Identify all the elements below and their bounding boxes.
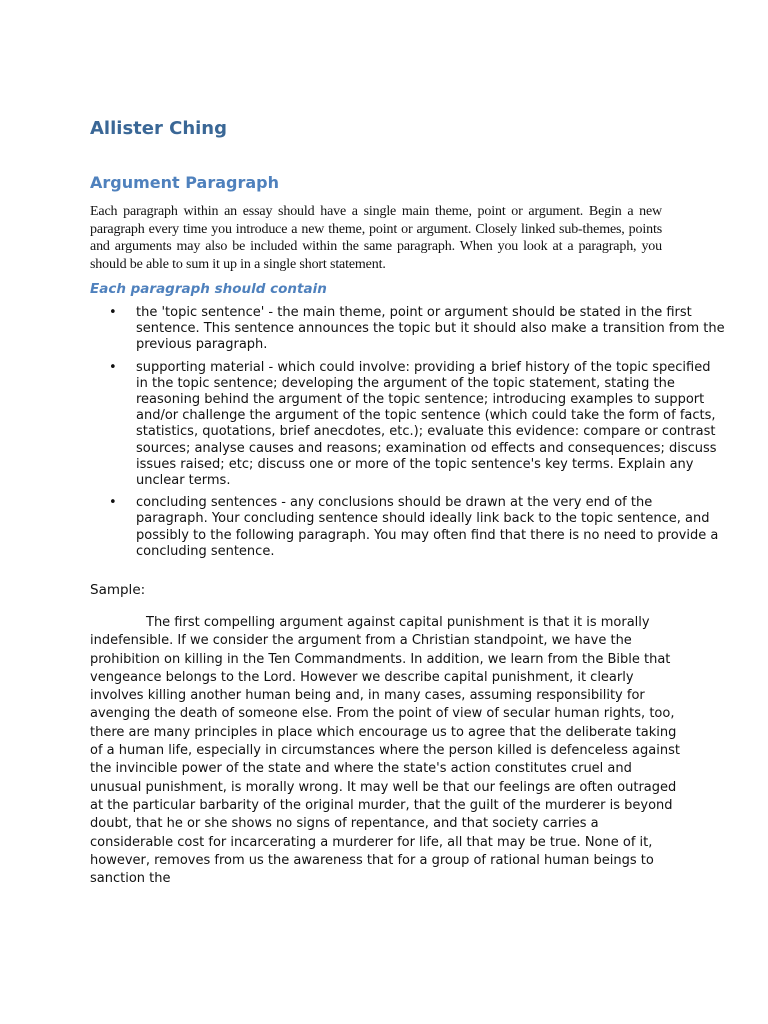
bullet-icon: • (109, 305, 117, 320)
contents-subheading: Each paragraph should contain (90, 281, 327, 297)
bullet-icon: • (109, 495, 117, 511)
list-item (109, 305, 726, 354)
list-item (109, 495, 726, 560)
list-item-text: supporting material - which could involve: providing a brief history of the topic specified in the topic sentence; developing the argument of the topic statement, stating the reasoning behind the argument of the topic sentence; introducing examples to support and/or challenge the argument of the topic sentence (which could take the form of facts, statistics, quotations, brief anecdotes, etc.); evaluate this evidence: compare or contrast sources; analyse causes and reasons; examination od effects and consequences; discuss issues raised; etc; discuss one or more of the topic sentence's key terms. Explain any unclear terms. (136, 359, 717, 489)
author-name: Allister Ching (90, 118, 228, 139)
contents-list (90, 305, 726, 566)
list-item (109, 359, 726, 490)
list-item-text: the 'topic sentence' - the main theme, point or argument should be stated in the first sentence. This sentence announces the topic but it should also make a transition from the previous paragraph. (136, 305, 725, 353)
intro-paragraph: Each paragraph within an essay should have a single main theme, point or argument. Begin a new paragraph every time you introduce a new theme, point or argument. Closely linked sub-themes, points and arguments may also be included within the same paragraph. When you look at a paragraph, you should be able to sum it up in a single short statement. (90, 204, 662, 272)
bullet-icon: • (109, 359, 117, 375)
sample-label: Sample: (90, 582, 146, 598)
list-item-text: concluding sentences - any conclusions should be drawn at the very end of the paragraph. Your concluding sentence should ideally link back to the topic sentence, and possibly to the following paragraph. You may often find that there is no need to provide a concluding sentence. (136, 495, 719, 559)
document-title: Argument Paragraph (90, 173, 280, 192)
sample-paragraph: The first compelling argument against capital punishment is that it is morally indefensible. If we consider the argument from a Christian standpoint, we have the prohibition on killing in the Ten Commandments. In addition, we learn from the Bible that vengeance belongs to the Lord. However we describe capital punishment, it clearly involves killing another human being and, in many cases, assuming responsibility for avenging the death of someone else. From the point of view of secular human rights, too, there are many principles in place which encourage us to agree that the deliberate taking of a human life, especially in circumstances where the person killed is defenceless against the invincible power of the state and where the state's action constitutes cruel and unusual punishment, is morally wrong. It may well be that our feelings are often outraged at the particular barbarity of the original murder, that the guilt of the murderer is beyond doubt, that he or she shows no signs of repentance, and that society carries a considerable cost for incarcerating a murderer for life, all that may be true. None of it, however, removes from us the awareness that for a group of rational human beings to sanction the (90, 615, 680, 887)
